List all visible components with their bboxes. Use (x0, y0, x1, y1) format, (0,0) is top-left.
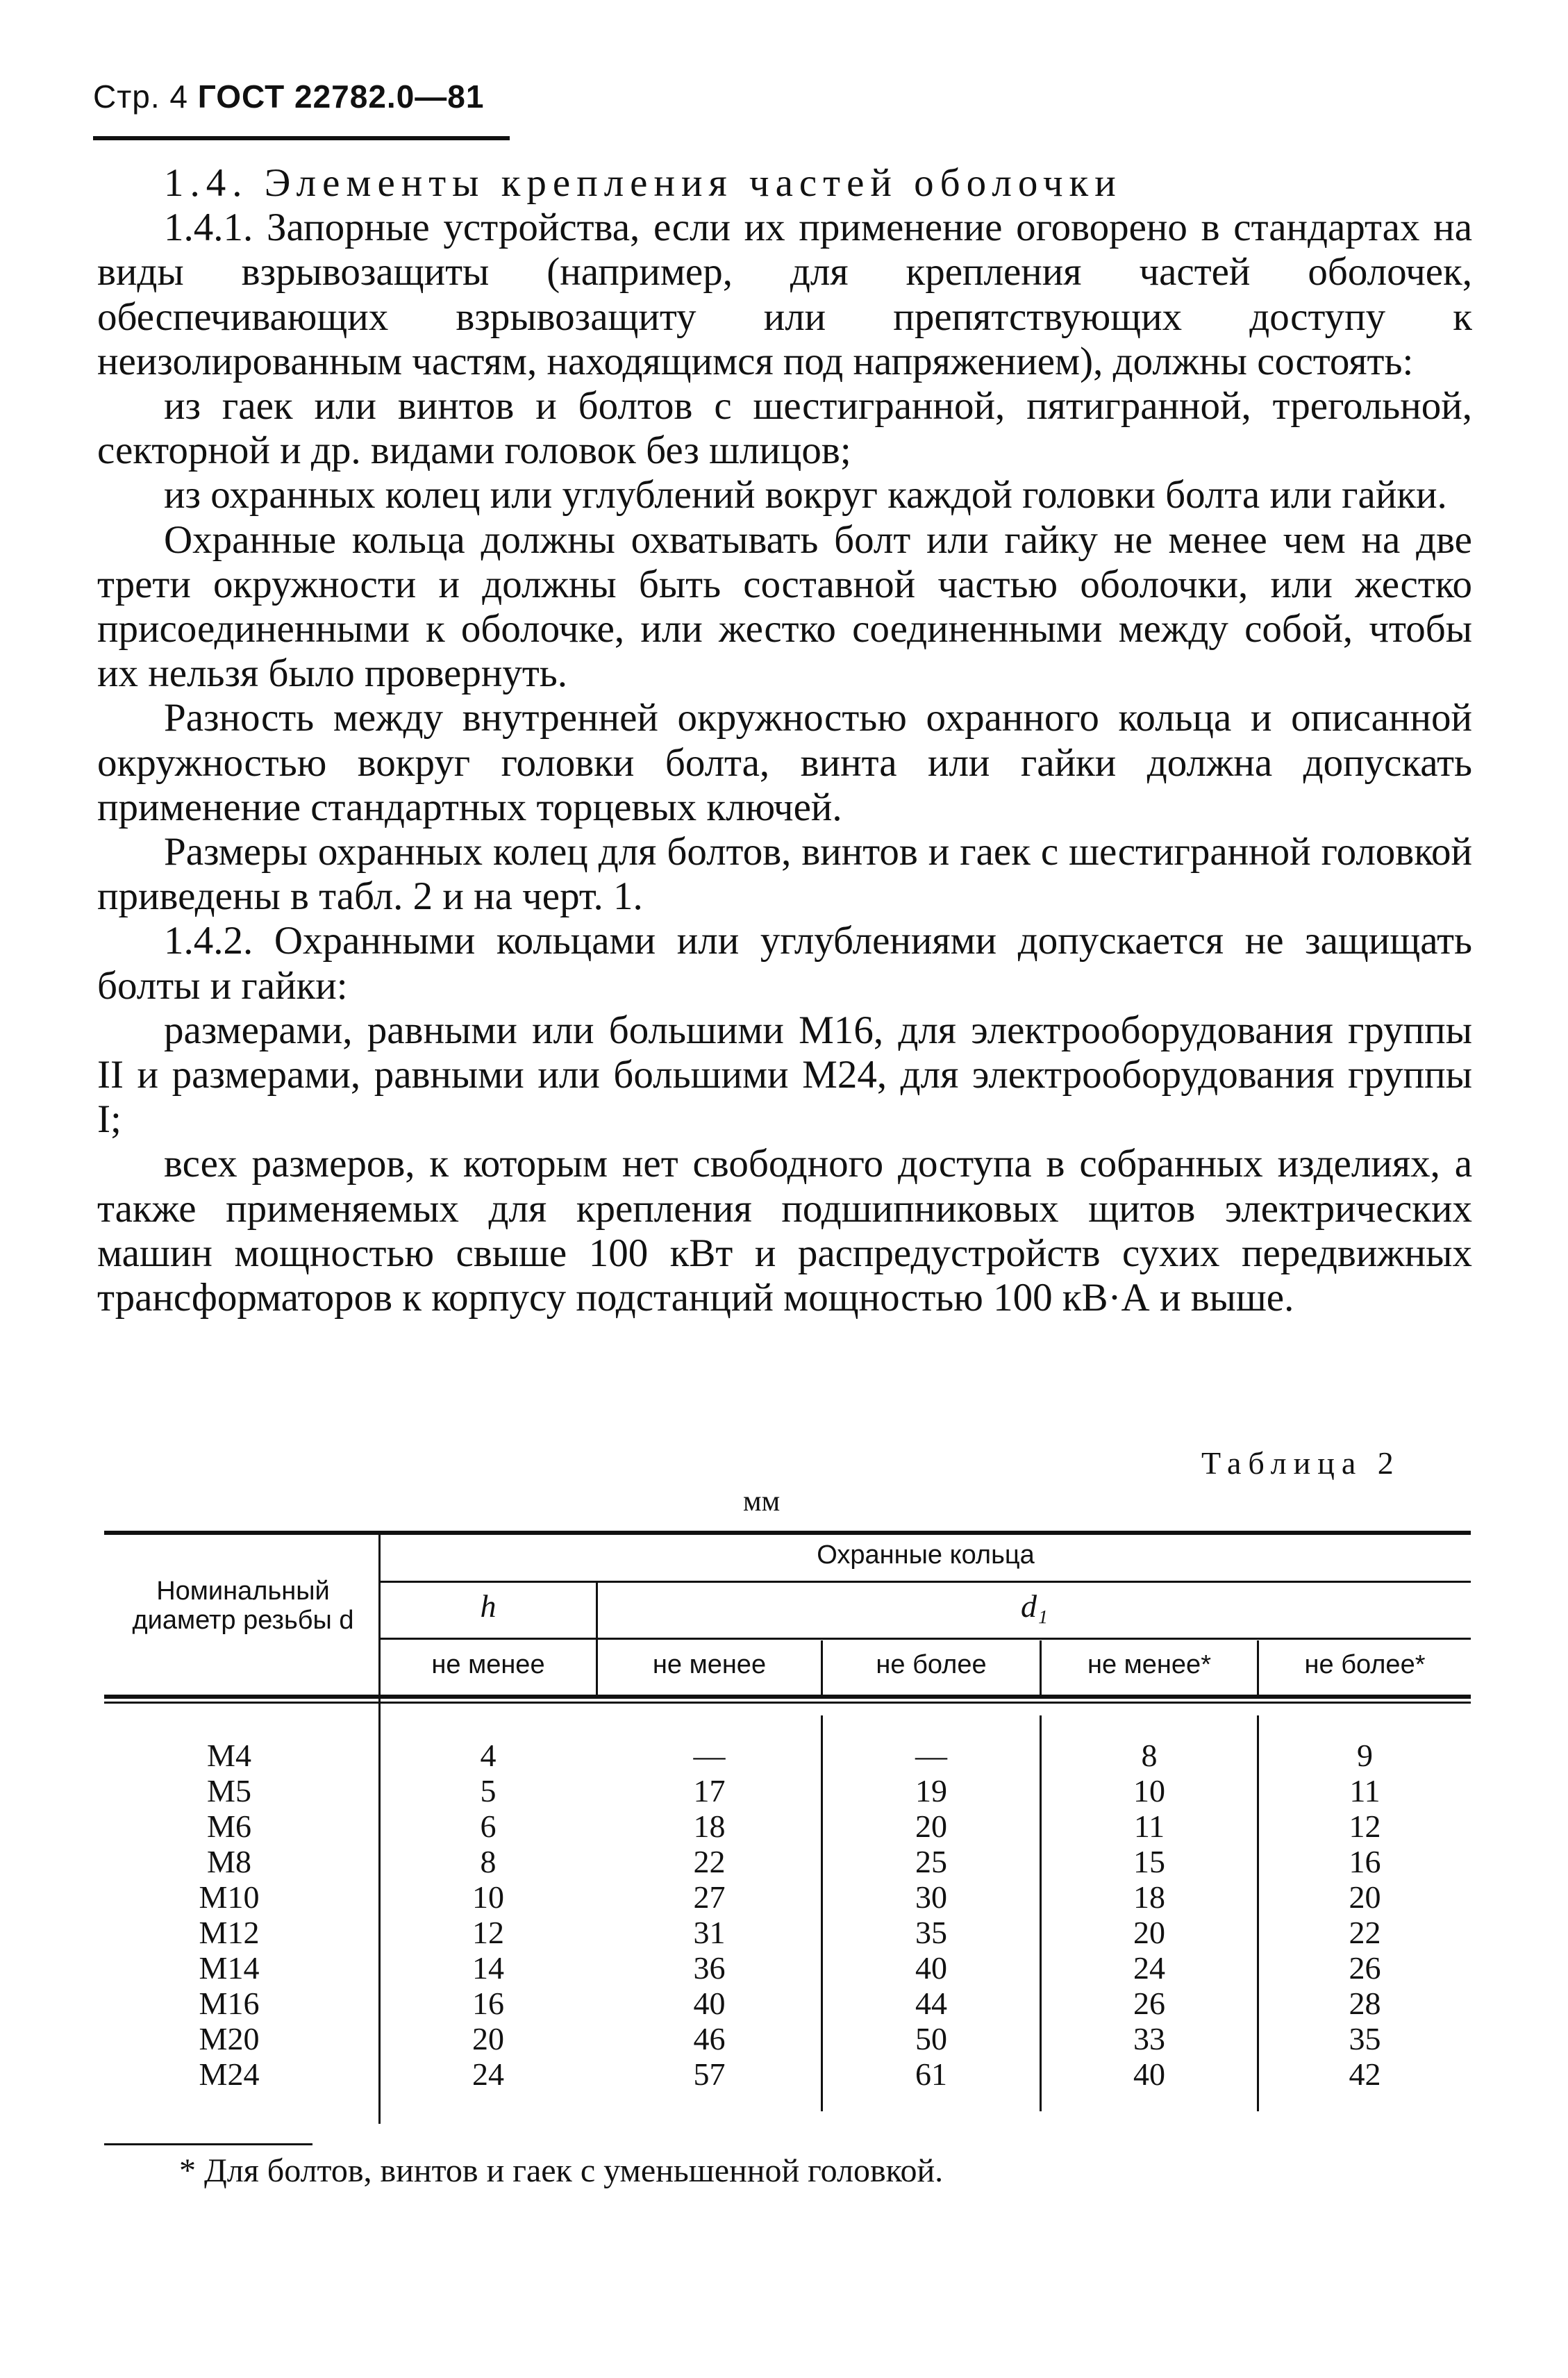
cell-diameter: М5 (207, 1773, 251, 1809)
cell-d1-max: — (915, 1738, 947, 1773)
section-heading: 1.4. Элементы крепления частей оболочки (164, 161, 1122, 205)
cell-d1-min: 46 (693, 2021, 726, 2056)
cell-h: 24 (472, 2056, 504, 2092)
col-header-h: h (480, 1588, 497, 1624)
table-caption: Таблица 2 (1201, 1445, 1401, 1481)
section-body (97, 161, 1472, 1320)
subheader-h-min: не менее (431, 1650, 545, 1679)
cell-d1-max-star: 35 (1349, 2021, 1381, 2056)
paragraph: размерами, равными или большими М16, для электрооборудования группы II и размерами, равными или большими М24, для электрооборудования группы I; (97, 1008, 1472, 1142)
standard-code: ГОСТ 22782.0—81 (197, 78, 485, 115)
cell-d1-max-star: 9 (1357, 1738, 1373, 1773)
col-header-d1: d₁ (1021, 1588, 1048, 1624)
cell-d1-max: 40 (915, 1950, 947, 1986)
cell-d1-min: — (693, 1738, 726, 1773)
cell-h: 14 (472, 1950, 504, 1986)
header-bottom-rule-2 (104, 1702, 1471, 1704)
header-bottom-rule (104, 1695, 1471, 1699)
group-header-rings: Охранные кольца (817, 1540, 1035, 1570)
cell-diameter: М4 (207, 1738, 251, 1773)
cell-h: 5 (480, 1773, 497, 1809)
cell-d1-min-star: 24 (1133, 1950, 1165, 1986)
page-header (93, 78, 484, 115)
cell-diameter: М10 (199, 1879, 260, 1915)
cell-h: 6 (480, 1809, 497, 1844)
cell-d1-min-star: 11 (1133, 1809, 1165, 1844)
cell-d1-min-star: 26 (1133, 1986, 1165, 2021)
cell-d1-max-star: 20 (1349, 1879, 1381, 1915)
cell-d1-max: 20 (915, 1809, 947, 1844)
cell-d1-min: 18 (693, 1809, 726, 1844)
subheader-d1-max: не более (876, 1650, 987, 1679)
cell-h: 10 (472, 1879, 504, 1915)
cell-diameter: М8 (207, 1844, 251, 1879)
cell-diameter: М12 (199, 1915, 260, 1950)
paragraph: Разность между внутренней окружностью охранного кольца и описанной окружностью вокруг головки болта, винта или гайки должна допускать применение стандартных торцевых ключей. (97, 696, 1472, 829)
cell-d1-min-star: 15 (1133, 1844, 1165, 1879)
cell-d1-max: 25 (915, 1844, 947, 1879)
cell-d1-min: 36 (693, 1950, 726, 1986)
footnote-rule (104, 2143, 312, 2145)
cell-d1-max: 19 (915, 1773, 947, 1809)
table-top-rule (104, 1531, 1471, 1535)
table-units: мм (743, 1486, 781, 1518)
cell-d1-max-star: 16 (1349, 1844, 1381, 1879)
cell-diameter: М14 (199, 1950, 260, 1986)
cell-d1-min-star: 40 (1133, 2056, 1165, 2092)
paragraph: 1.4.1. Запорные устройства, если их применение оговорено в стандартах на виды взрывозащиты (например, для крепления частей оболочек, обеспечивающих взрывозащиту или препятствующих доступу к неизолированным частям, находящимся под напряжением), должны состоять: (97, 206, 1472, 383)
paragraph: Размеры охранных колец для болтов, винтов и гаек с шестигранной головкой приведены в табл. 2 и на черт. 1. (97, 830, 1472, 919)
cell-d1-max-star: 11 (1349, 1773, 1381, 1809)
paragraph: из охранных колец или углублений вокруг каждой головки болта или гайки. (164, 473, 1447, 517)
cell-d1-max: 44 (915, 1986, 947, 2021)
cell-d1-min: 27 (693, 1879, 726, 1915)
cell-h: 12 (472, 1915, 504, 1950)
cell-d1-max-star: 42 (1349, 2056, 1381, 2092)
cell-d1-max: 50 (915, 2021, 947, 2056)
cell-d1-min-star: 8 (1141, 1738, 1158, 1773)
cell-d1-min: 17 (693, 1773, 726, 1809)
header-rule (93, 136, 510, 140)
cell-h: 16 (472, 1986, 504, 2021)
cell-d1-min-star: 33 (1133, 2021, 1165, 2056)
cell-d1-min: 40 (693, 1986, 726, 2021)
subheader-rule (381, 1638, 1471, 1640)
cell-d1-min: 57 (693, 2056, 726, 2092)
subheader-d1-min-star: не менее* (1087, 1650, 1211, 1679)
table-footnote: * Для болтов, винтов и гаек с уменьшенной головкой. (179, 2152, 944, 2189)
cell-d1-max-star: 22 (1349, 1915, 1381, 1950)
col-header-diameter: Номинальный диаметр резьбы d (132, 1577, 354, 1635)
paragraph: из гаек или винтов и болтов с шестигранной, пятигранной, трегольной, секторной и др. видами головок без шлицов; (97, 384, 1472, 473)
subheader-d1-max-star: не более* (1304, 1650, 1426, 1679)
cell-h: 20 (472, 2021, 504, 2056)
cell-d1-min-star: 18 (1133, 1879, 1165, 1915)
cell-h: 8 (480, 1844, 497, 1879)
cell-d1-max: 61 (915, 2056, 947, 2092)
subheader-d1-min: не менее (652, 1650, 767, 1679)
paragraph: Охранные кольца должны охватывать болт или гайку не менее чем на две трети окружности и должны быть составной частью оболочки, или жестко присоединенными к оболочке, или жестко соединенными между собой, чтобы их нельзя было провернуть. (97, 517, 1472, 696)
cell-d1-min: 22 (693, 1844, 726, 1879)
cell-d1-max-star: 26 (1349, 1950, 1381, 1986)
paragraph: всех размеров, к которым нет свободного доступа в собранных изделиях, а также применяемых для крепления подшипниковых щитов электрических машин мощностью свыше 100 кВт и распредустройств сухих передвижных трансформаторов к корпусу подстанций мощностью 100 кВ·А и выше. (97, 1142, 1472, 1320)
cell-diameter: М16 (199, 1986, 260, 2021)
cell-d1-max-star: 28 (1349, 1986, 1381, 2021)
cell-d1-max-star: 12 (1349, 1809, 1381, 1844)
cell-d1-max: 30 (915, 1879, 947, 1915)
cell-diameter: М24 (199, 2056, 260, 2092)
cell-h: 4 (480, 1738, 497, 1773)
cell-d1-min-star: 10 (1133, 1773, 1165, 1809)
group-rule (381, 1581, 1471, 1583)
cell-d1-min: 31 (693, 1915, 726, 1950)
cell-diameter: М6 (207, 1809, 251, 1844)
page-number: Стр. 4 (93, 78, 189, 115)
cell-d1-min-star: 20 (1133, 1915, 1165, 1950)
paragraph: 1.4.2. Охранными кольцами или углублениями допускается не защищать болты и гайки: (97, 919, 1472, 1008)
cell-d1-max: 35 (915, 1915, 947, 1950)
cell-diameter: М20 (199, 2021, 260, 2056)
